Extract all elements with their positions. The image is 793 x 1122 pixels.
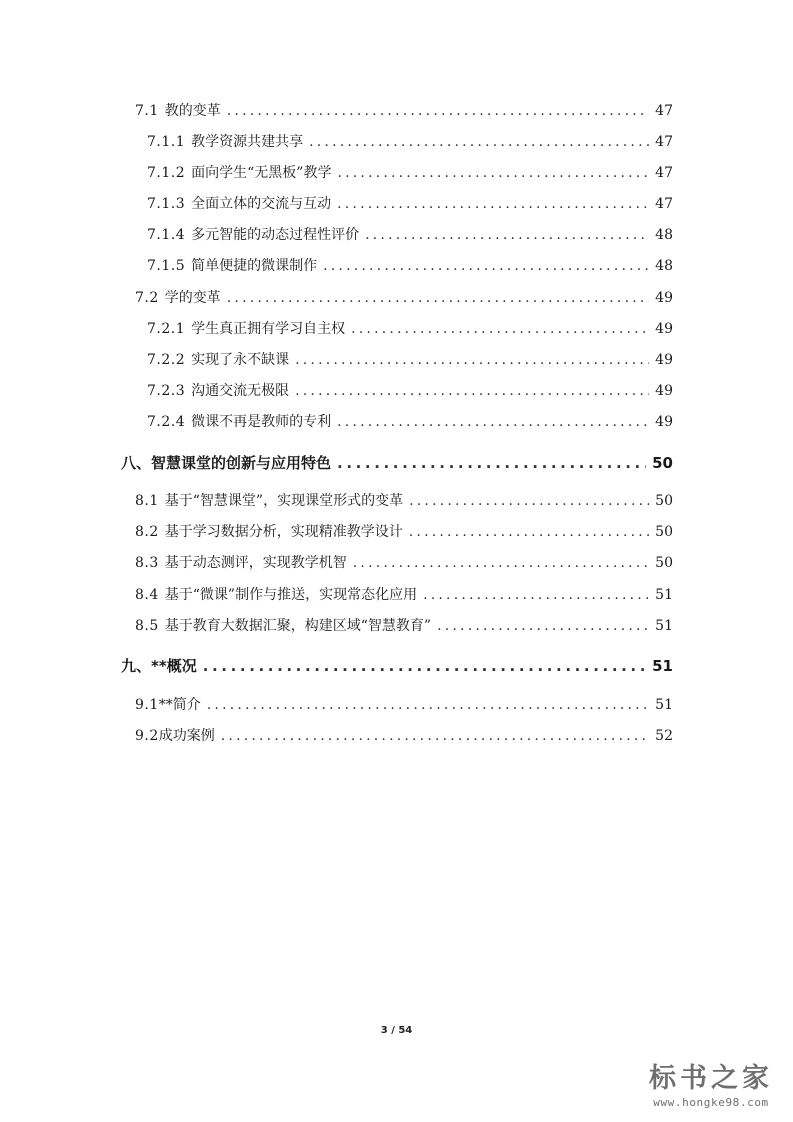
toc-entry-page: 50 — [652, 454, 673, 472]
toc-entry-page: 49 — [655, 383, 673, 399]
toc-dot-leader — [409, 490, 649, 512]
toc-entry[interactable] — [147, 255, 673, 277]
toc-entry-page: 52 — [655, 728, 673, 744]
toc-entry-title: 基于“智慧课堂”，实现课堂形式的变革 — [164, 493, 404, 509]
toc-chapter-title: 九、**概况 — [121, 657, 197, 675]
toc-entry-number: 7.1.2 — [147, 165, 186, 181]
toc-entry-title: 基于动态测评，实现教学机智 — [164, 555, 347, 571]
toc-entry-page: 48 — [655, 258, 673, 274]
toc-chapter-entry[interactable] — [121, 655, 673, 677]
toc-entry-number: 9.2 — [135, 728, 159, 744]
toc-entry[interactable] — [135, 287, 673, 309]
toc-dot-leader — [221, 725, 649, 747]
toc-entry-number: 9.1 — [135, 697, 159, 713]
toc-entry-page: 49 — [655, 321, 673, 337]
toc-entry-page: 49 — [655, 352, 673, 368]
watermark-url: www.hongke98.com — [653, 1096, 769, 1109]
toc-entry[interactable] — [135, 100, 673, 122]
toc-entry[interactable] — [135, 694, 673, 716]
toc-dot-leader — [309, 131, 649, 153]
watermark-name: 标书之家 — [649, 1063, 773, 1094]
toc-entry-number: 7.1.4 — [147, 227, 186, 243]
toc-entry-page: 47 — [655, 103, 673, 119]
toc-entry-page: 51 — [655, 697, 673, 713]
toc-entry-number: 7.1.5 — [147, 258, 186, 274]
toc-entry-title: 面向学生“无黑板”教学 — [191, 165, 332, 181]
toc-entry-number: 7.1 — [135, 103, 159, 119]
toc-entry[interactable] — [135, 552, 673, 574]
toc-entry-number: 8.4 — [135, 587, 159, 603]
toc-entry-title: 简单便捷的微课制作 — [191, 258, 318, 274]
toc-entry[interactable] — [147, 224, 673, 246]
toc-dot-leader — [295, 380, 649, 402]
toc-entry-page: 49 — [655, 414, 673, 430]
toc-entry-number: 8.2 — [135, 524, 159, 540]
toc-entry-number: 7.1.3 — [147, 196, 186, 212]
toc-entry[interactable] — [147, 193, 673, 215]
page-number: 3 / 54 — [380, 1025, 413, 1036]
toc-entry-page: 51 — [655, 618, 673, 634]
watermark-logo — [643, 1062, 779, 1110]
toc-entry-title: 基于学习数据分析，实现精准教学设计 — [164, 524, 403, 540]
toc-entry-number: 7.2.3 — [147, 383, 186, 399]
toc-entry[interactable] — [135, 490, 673, 512]
toc-entry-page: 47 — [655, 165, 673, 181]
toc-entry-title: 学的变革 — [164, 290, 221, 306]
toc-entry[interactable] — [147, 411, 673, 433]
toc-entry-number: 8.5 — [135, 618, 159, 634]
toc-entry-number: 7.1.1 — [147, 134, 186, 150]
toc-entry-title: **简介 — [158, 697, 201, 713]
toc-dot-leader — [337, 411, 649, 433]
toc-entry-number: 7.2.4 — [147, 414, 186, 430]
toc-entry-title: 沟通交流无极限 — [191, 383, 290, 399]
toc-entry[interactable] — [147, 349, 673, 371]
toc-entry-title: 教的变革 — [164, 103, 221, 119]
toc-chapter-title: 八、智慧课堂的创新与应用特色 — [121, 454, 332, 472]
toc-dot-leader — [423, 584, 649, 606]
toc-dot-leader — [227, 100, 649, 122]
toc-entry[interactable] — [135, 725, 673, 747]
toc-dot-leader — [203, 655, 646, 677]
toc-dot-leader — [337, 193, 649, 215]
toc-dot-leader — [337, 452, 646, 474]
toc-entry-title: 多元智能的动态过程性评价 — [191, 227, 360, 243]
toc-entry[interactable] — [135, 615, 673, 637]
toc-entry[interactable] — [135, 521, 673, 543]
toc-entry-title: 学生真正拥有学习自主权 — [191, 321, 346, 337]
toc-entry-number: 8.3 — [135, 555, 159, 571]
toc-entry-number: 8.1 — [135, 493, 159, 509]
toc-dot-leader — [409, 521, 649, 543]
toc-entry-title: 基于“微课”制作与推送，实现常态化应用 — [164, 587, 418, 603]
toc-entry-number: 7.2 — [135, 290, 159, 306]
toc-entry-page: 50 — [655, 555, 673, 571]
toc-entry-page: 47 — [655, 134, 673, 150]
toc-chapter-entry[interactable] — [121, 452, 673, 474]
toc-dot-leader — [437, 615, 649, 637]
toc-entry[interactable] — [147, 162, 673, 184]
toc-entry-title: 基于教育大数据汇聚，构建区域“智慧教育” — [164, 618, 432, 634]
toc-dot-leader — [351, 318, 649, 340]
toc-dot-leader — [227, 287, 649, 309]
toc-entry-title: 教学资源共建共享 — [191, 134, 304, 150]
toc-entry-page: 51 — [655, 587, 673, 603]
toc-entry-page: 51 — [652, 657, 673, 675]
toc-entry-title: 实现了永不缺课 — [191, 352, 290, 368]
toc-dot-leader — [323, 255, 649, 277]
toc-entry-page: 50 — [655, 524, 673, 540]
toc-dot-leader — [365, 224, 649, 246]
toc-entry-number: 7.2.1 — [147, 321, 186, 337]
toc-entry[interactable] — [147, 380, 673, 402]
toc-dot-leader — [353, 552, 649, 574]
toc-entry[interactable] — [147, 131, 673, 153]
toc-dot-leader — [337, 162, 649, 184]
toc-dot-leader — [207, 694, 649, 716]
toc-entry-number: 7.2.2 — [147, 352, 186, 368]
toc-entry-page: 48 — [655, 227, 673, 243]
toc-entry-page: 49 — [655, 290, 673, 306]
toc-entry-title: 微课不再是教师的专利 — [191, 414, 332, 430]
toc-entry-title: 全面立体的交流与互动 — [191, 196, 332, 212]
toc-entry-title: 成功案例 — [158, 728, 215, 744]
toc-entry[interactable] — [135, 584, 673, 606]
toc-entry[interactable] — [147, 318, 673, 340]
toc-entry-page: 50 — [655, 493, 673, 509]
toc-dot-leader — [295, 349, 649, 371]
toc-entry-page: 47 — [655, 196, 673, 212]
